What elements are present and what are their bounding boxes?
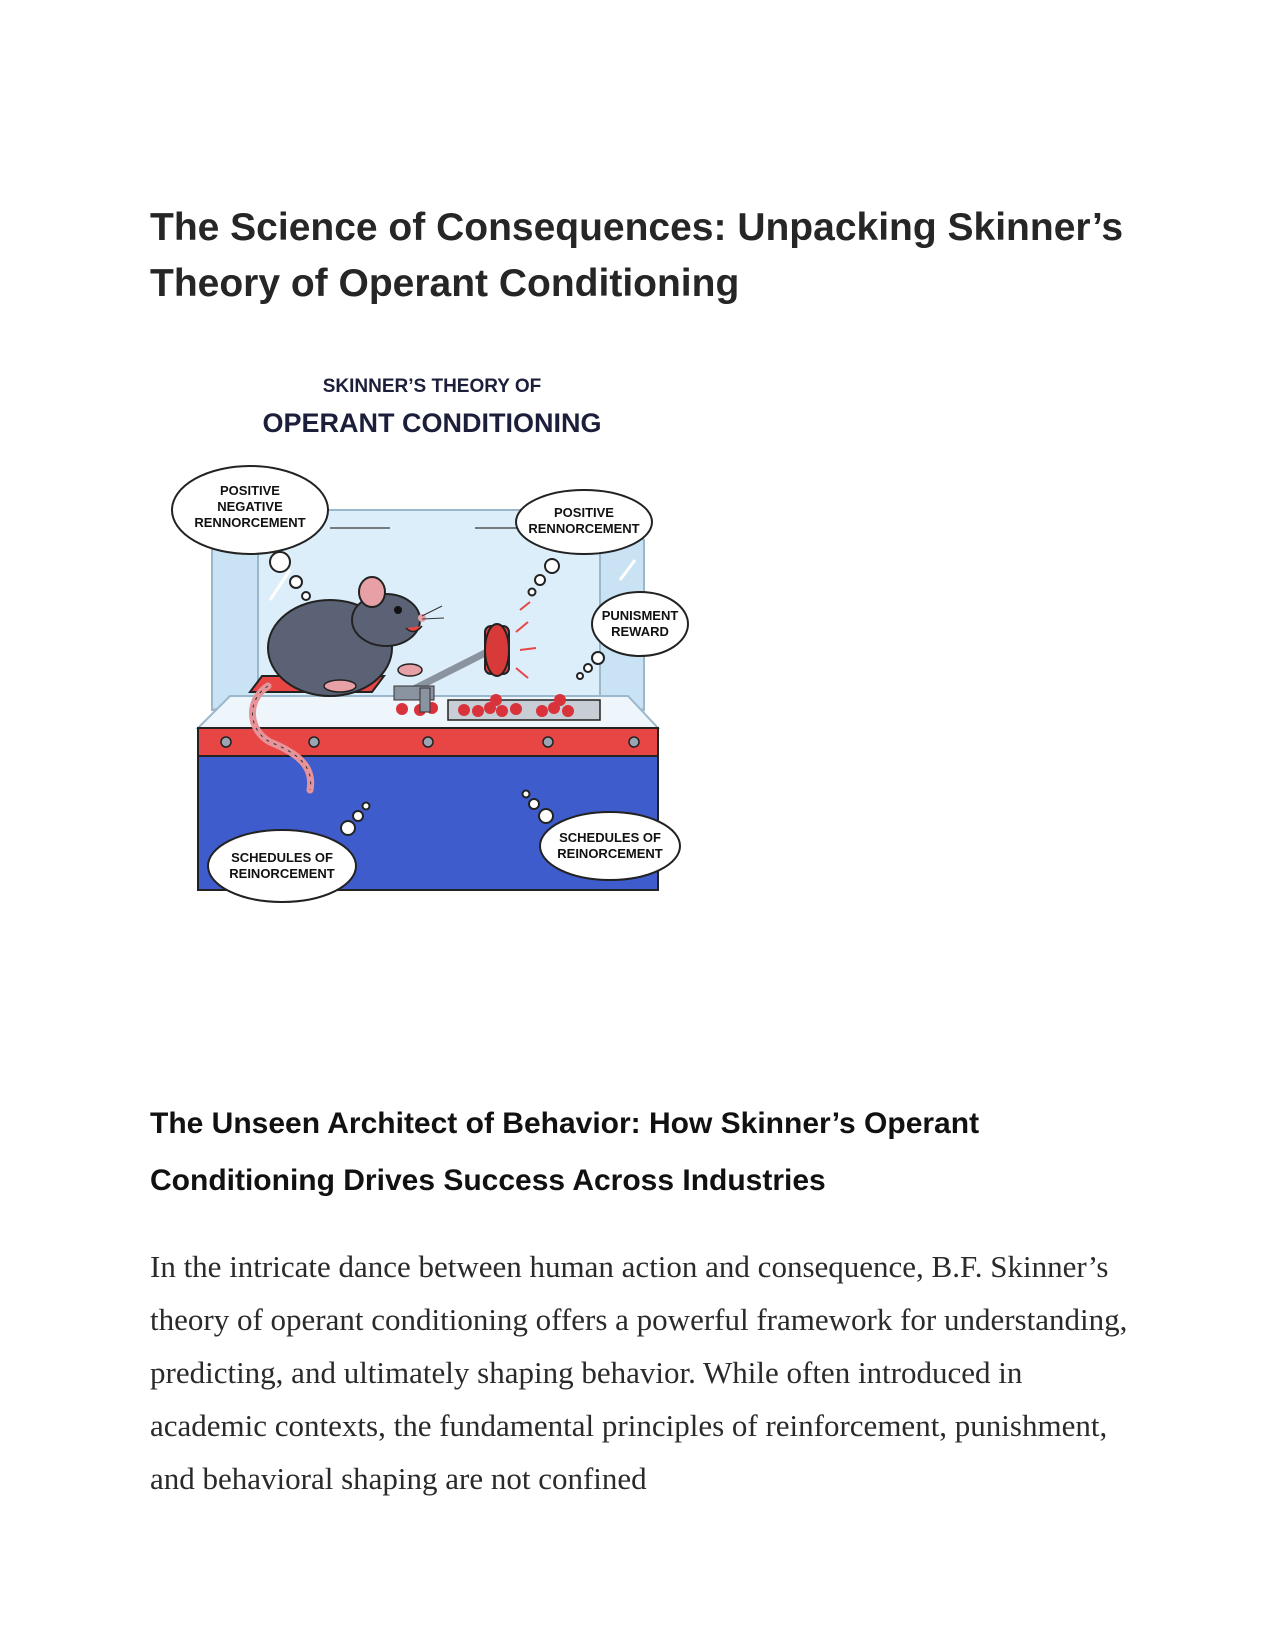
bubble-right-line-1: PUNISMENT bbox=[601, 608, 679, 623]
illustration-svg bbox=[150, 370, 750, 960]
bubble-bottom-right-line-2: REINORCEMENT bbox=[557, 846, 663, 861]
page-title: The Science of Consequences: Unpacking Skinner’s Theory of Operant Conditioning bbox=[150, 206, 1124, 305]
bubble-top-left-line-3: RENNORCEMENT bbox=[194, 515, 306, 530]
body-paragraph: In the intricate dance between human action and consequence, B.F. Skinner’s theory of operant conditioning offers a powerful framework for understanding, predicting, and ultimately shaping behavior. While often introduced in academic contexts, the fundamental principles of reinforcement, punishment, and behavioral shaping are not confined bbox=[150, 1249, 1128, 1496]
figure-heading-large: OPERANT CONDITIONING bbox=[262, 408, 602, 438]
bubble-top-left-line-1: POSITIVE bbox=[220, 483, 280, 498]
bubble-top-left-line-2: NEGATIVE bbox=[217, 499, 283, 514]
section-heading: The Unseen Architect of Behavior: How Skinner’s Operant Conditioning Drives Success Across Industries bbox=[150, 1107, 980, 1197]
figure-heading-small: SKINNER’S THEORY OF bbox=[322, 376, 542, 397]
bubble-bottom-left-line-1: SCHEDULES OF bbox=[231, 850, 333, 865]
bubble-bottom-right-line-1: SCHEDULES OF bbox=[559, 830, 661, 845]
operant-conditioning-illustration bbox=[150, 370, 750, 960]
bubble-top-right-line-2: RENNORCEMENT bbox=[528, 521, 640, 536]
bubble-bottom-left-line-2: REINORCEMENT bbox=[229, 866, 335, 881]
bubble-top-right-line-1: POSITIVE bbox=[554, 505, 614, 520]
bubble-right-line-2: REWARD bbox=[611, 624, 669, 639]
